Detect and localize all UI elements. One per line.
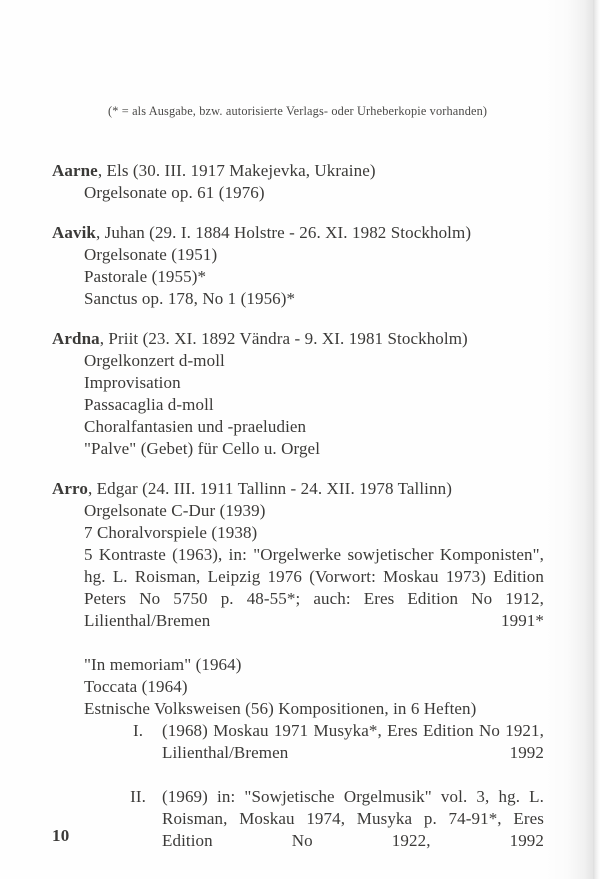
work-item: Orgelsonate C-Dur (1939): [84, 501, 266, 520]
work-list: [84, 500, 544, 720]
subitem-text: (1968) Moskau 1971 Musyka*, Eres Edition No 1921, Lilienthal/Bremen 1992: [162, 721, 544, 762]
work-item: Improvisation: [84, 373, 181, 392]
work-item: Sanctus op. 178, No 1 (1956)*: [84, 289, 296, 308]
catalogue-entry: [52, 328, 544, 460]
entry-headline: [52, 328, 544, 350]
entry-headline: [52, 478, 544, 500]
catalogue-entry: [52, 160, 544, 204]
work-item: Passacaglia d-moll: [84, 395, 214, 414]
entry-surname: Aarne: [52, 161, 98, 180]
page-number: 10: [52, 826, 70, 845]
work-item: Estnische Volksweisen (56) Kompositionen, in 6 Heften): [84, 699, 477, 718]
subitem-numeral: II.: [130, 787, 146, 806]
work-item: "Palve" (Gebet) für Cello u. Orgel: [84, 439, 321, 458]
subitem-text: (1969) in: "Sowjetische Orgelmusik" vol. 3, hg. L. Roisman, Moskau 1974, Musyka p. 74-91*, Eres Edition No 1922, 1992: [162, 787, 544, 850]
work-item: Pastorale (1955)*: [84, 267, 207, 286]
work-list: [84, 182, 544, 204]
scan-gutter-shadow: [544, 0, 600, 879]
entry-details: , Juhan (29. I. 1884 Holstre - 26. XI. 1982 Stockholm): [95, 223, 472, 242]
entry-surname: Ardna: [52, 329, 100, 348]
entry-surname: Aavik: [52, 223, 96, 242]
catalogue-entry: [52, 478, 544, 874]
work-item: 5 Kontraste (1963), in: "Orgelwerke sowjetischer Komponisten", hg. L. Roisman, Leipzig 1976 (Vorwort: Moskau 1973) Edition Peters No 5750 p. 48-55*; auch: Eres Edition No 1912, Lilienthal/Bremen 1991*: [84, 545, 544, 630]
work-list: [84, 350, 544, 460]
work-item: "In memoriam" (1964): [84, 655, 242, 674]
work-item: Orgelsonate op. 61 (1976): [84, 183, 265, 202]
work-item: Toccata (1964): [84, 677, 188, 696]
subitem-numeral: I.: [132, 721, 144, 740]
catalogue-entry: [52, 222, 544, 310]
work-subitem: [114, 786, 544, 874]
entry-surname: Arro: [52, 479, 88, 498]
entry-headline: [52, 222, 544, 244]
catalogue-entries: [52, 160, 544, 874]
work-list: [84, 244, 544, 310]
work-subitem-list: [114, 720, 544, 874]
entry-details: , Edgar (24. III. 1911 Tallinn - 24. XII. 1978 Tallinn): [87, 479, 452, 498]
work-item: Orgelsonate (1951): [84, 245, 218, 264]
entry-headline: [52, 160, 544, 182]
entry-details: , Priit (23. XI. 1892 Vändra - 9. XI. 1981 Stockholm): [99, 329, 468, 348]
work-item: Choralfantasien und -praeludien: [84, 417, 307, 436]
header-note: (* = als Ausgabe, bzw. autorisierte Verlags- oder Urheberkopie vorhanden): [108, 104, 488, 118]
work-subitem: [114, 720, 544, 786]
scan-page-edge: [593, 0, 600, 879]
work-item: Orgelkonzert d-moll: [84, 351, 225, 370]
entry-details: , Els (30. III. 1917 Makejevka, Ukraine): [97, 161, 376, 180]
work-item: 7 Choralvorspiele (1938): [84, 523, 258, 542]
